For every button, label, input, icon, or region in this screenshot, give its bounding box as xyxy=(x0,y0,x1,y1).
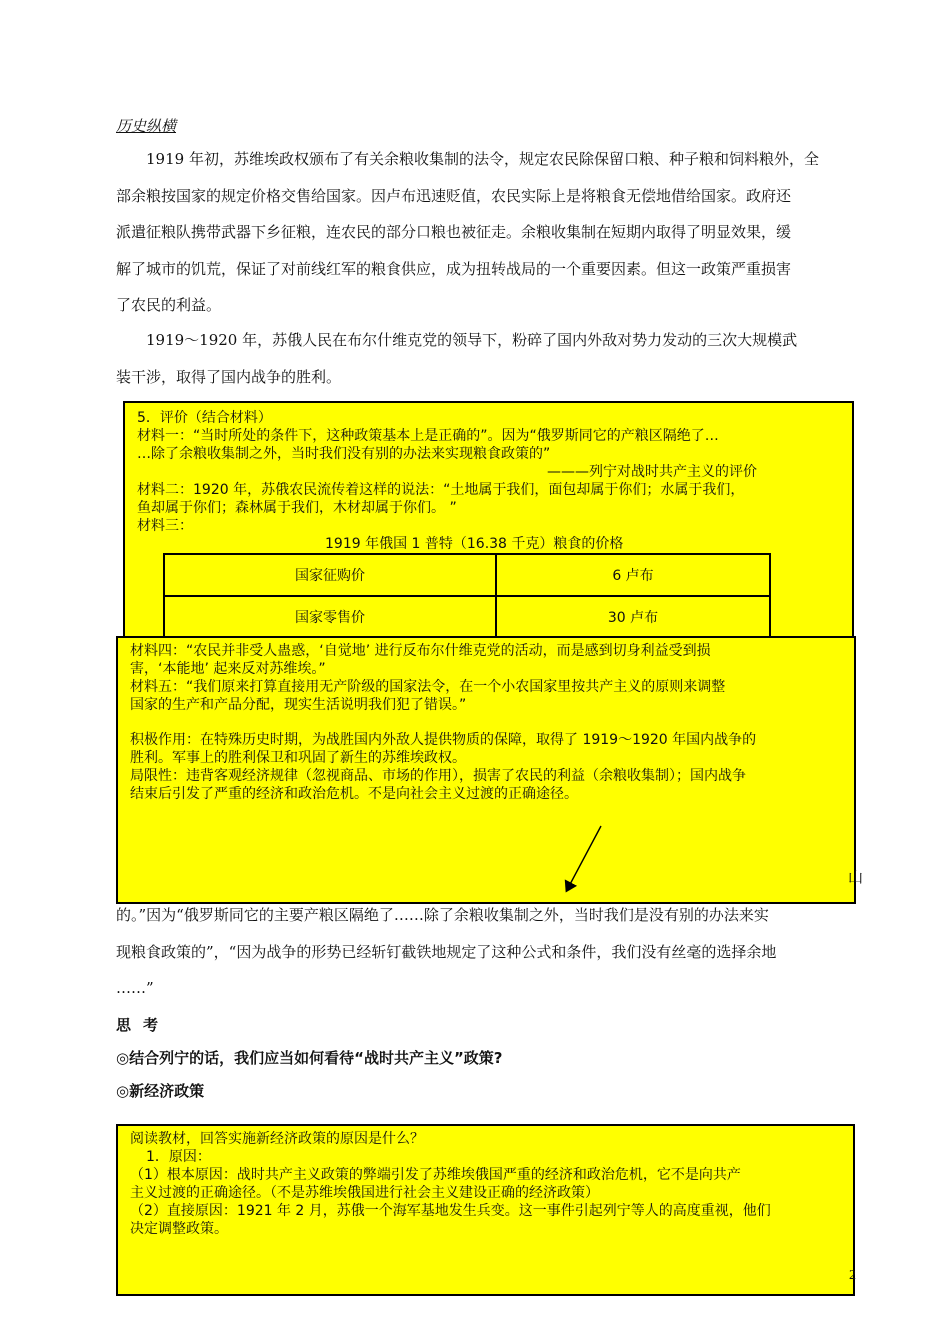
quote-line: 现粮食政策的”，“因为战争的形势已经斩钉截铁地规定了这种公式和条件，我们没有丝毫的选择余地 xyxy=(116,942,777,961)
paragraph-line: 1919 年初，苏维埃政权颁布了有关余粮收集制的法令，规定农民除保留口粮、种子粮和饲料粮外，全 xyxy=(146,150,819,168)
material-2-line: 鱼却属于你们；森林属于我们，木材却属于你们。 ” xyxy=(137,500,457,516)
arrow-icon xyxy=(555,822,615,897)
paragraph-civil-war xyxy=(116,322,860,395)
table-row xyxy=(164,596,770,638)
paragraph-line: 1919～1920 年，苏俄人民在布尔什维克党的领导下，粉碎了国内外敌对势力发动的三次大规模武 xyxy=(146,331,798,349)
material-5-line: 国家的生产和产品分配，现实生活说明我们犯了错误。” xyxy=(130,697,467,713)
materials-evaluation-box xyxy=(116,636,856,904)
quote-line: 的。”因为“俄罗斯同它的主要产粮区隔绝了……除了余粮收集制之外，当时我们是没有别的办法来实 xyxy=(116,906,769,924)
think-question-2: ◎新经济政策 xyxy=(116,1082,205,1100)
grain-price-table xyxy=(163,553,771,639)
positive-effect-line: 积极作用：在特殊历史时期，为战胜国内外敌人提供物质的保障，取得了 1919～1920 年国内战争的 xyxy=(130,732,757,748)
table-cell-value: 6 卢布 xyxy=(496,554,770,596)
box-line: 阅读教材，回答实施新经济政策的原因是什么？ xyxy=(130,1131,424,1147)
box-heading: 5．评价（结合材料） xyxy=(137,410,272,426)
section-title: 历史纵横 xyxy=(116,117,177,135)
edge-text-fragment: 山 xyxy=(848,868,864,886)
paragraph-war-communism xyxy=(116,141,860,324)
material-5-line: 材料五：“我们原来打算直接用无产阶级的国家法令，在一个小农国家里按共产主义的原则来调整 xyxy=(130,679,726,695)
material-4-line: 材料四：“农民并非受人蛊惑，‘自觉地’ 进行反布尔什维克党的活动，而是感到切身利益受到损 xyxy=(130,643,711,659)
nep-reasons-box xyxy=(116,1124,855,1296)
price-table-title: 1919 年俄国 1 普特（16.38 千克）粮食的价格 xyxy=(325,536,624,552)
material-1-source: ———列宁对战时共产主义的评价 xyxy=(547,464,757,480)
table-cell-value: 30 卢布 xyxy=(496,596,770,638)
table-cell-label: 国家零售价 xyxy=(164,596,496,638)
material-4-line: 害，‘本能地’ 起来反对苏维埃。” xyxy=(130,661,326,677)
positive-effect-line: 胜利。军事上的胜利保卫和巩固了新生的苏维埃政权。 xyxy=(130,750,466,766)
box-line: 1．原因： xyxy=(146,1149,211,1165)
quote-line: ……” xyxy=(116,979,154,998)
material-2-line: 材料二：1920 年，苏俄农民流传着这样的说法：“土地属于我们，面包却属于你们；水属于我们， xyxy=(137,482,745,498)
box-line: （1）根本原因：战时共产主义政策的弊端引发了苏维埃俄国严重的经济和政治危机，它不是向共产 xyxy=(130,1167,741,1183)
think-heading: 思考 xyxy=(116,1016,171,1034)
limitation-line: 结束后引发了严重的经济和政治危机。不是向社会主义过渡的正确途径。 xyxy=(130,786,578,802)
page-number: 2 xyxy=(849,1268,856,1283)
limitation-line: 局限性：违背客观经济规律（忽视商品、市场的作用），损害了农民的利益（余粮收集制）；国内战争 xyxy=(130,768,746,784)
box-line: 决定调整政策。 xyxy=(130,1221,228,1237)
think-question-1: ◎结合列宁的话，我们应当如何看待“战时共产主义”政策? xyxy=(116,1049,503,1067)
paragraph-line: 派遣征粮队携带武器下乡征粮，连农民的部分口粮也被征走。余粮收集制在短期内取得了明显效果，缓 xyxy=(116,223,792,242)
material-3-label: 材料三： xyxy=(137,518,193,534)
material-1-line: …除了余粮收集制之外，当时我们没有别的办法来实现粮食政策的” xyxy=(137,446,551,462)
box-line: 主义过渡的正确途径。（不是苏维埃俄国进行社会主义建设正确的经济政策） xyxy=(130,1185,599,1201)
material-1-line: 材料一：“当时所处的条件下，这种政策基本上是正确的”。因为“俄罗斯同它的产粮区隔绝了… xyxy=(137,428,719,444)
table-row xyxy=(164,554,770,596)
lenin-quote xyxy=(116,897,860,1007)
paragraph-line: 了农民的利益。 xyxy=(116,296,222,315)
paragraph-line: 解了城市的饥荒，保证了对前线红军的粮食供应，成为扭转战局的一个重要因素。但这一政策严重损害 xyxy=(116,259,792,278)
table-cell-label: 国家征购价 xyxy=(164,554,496,596)
box-line: （2）直接原因：1921 年 2 月，苏俄一个海军基地发生兵变。这一事件引起列宁等人的高度重视，他们 xyxy=(130,1203,771,1219)
paragraph-line: 部余粮按国家的规定价格交售给国家。因卢布迅速贬值，农民实际上是将粮食无偿地借给国家。政府还 xyxy=(116,186,792,205)
paragraph-line: 装干涉，取得了国内战争的胜利。 xyxy=(116,367,342,386)
